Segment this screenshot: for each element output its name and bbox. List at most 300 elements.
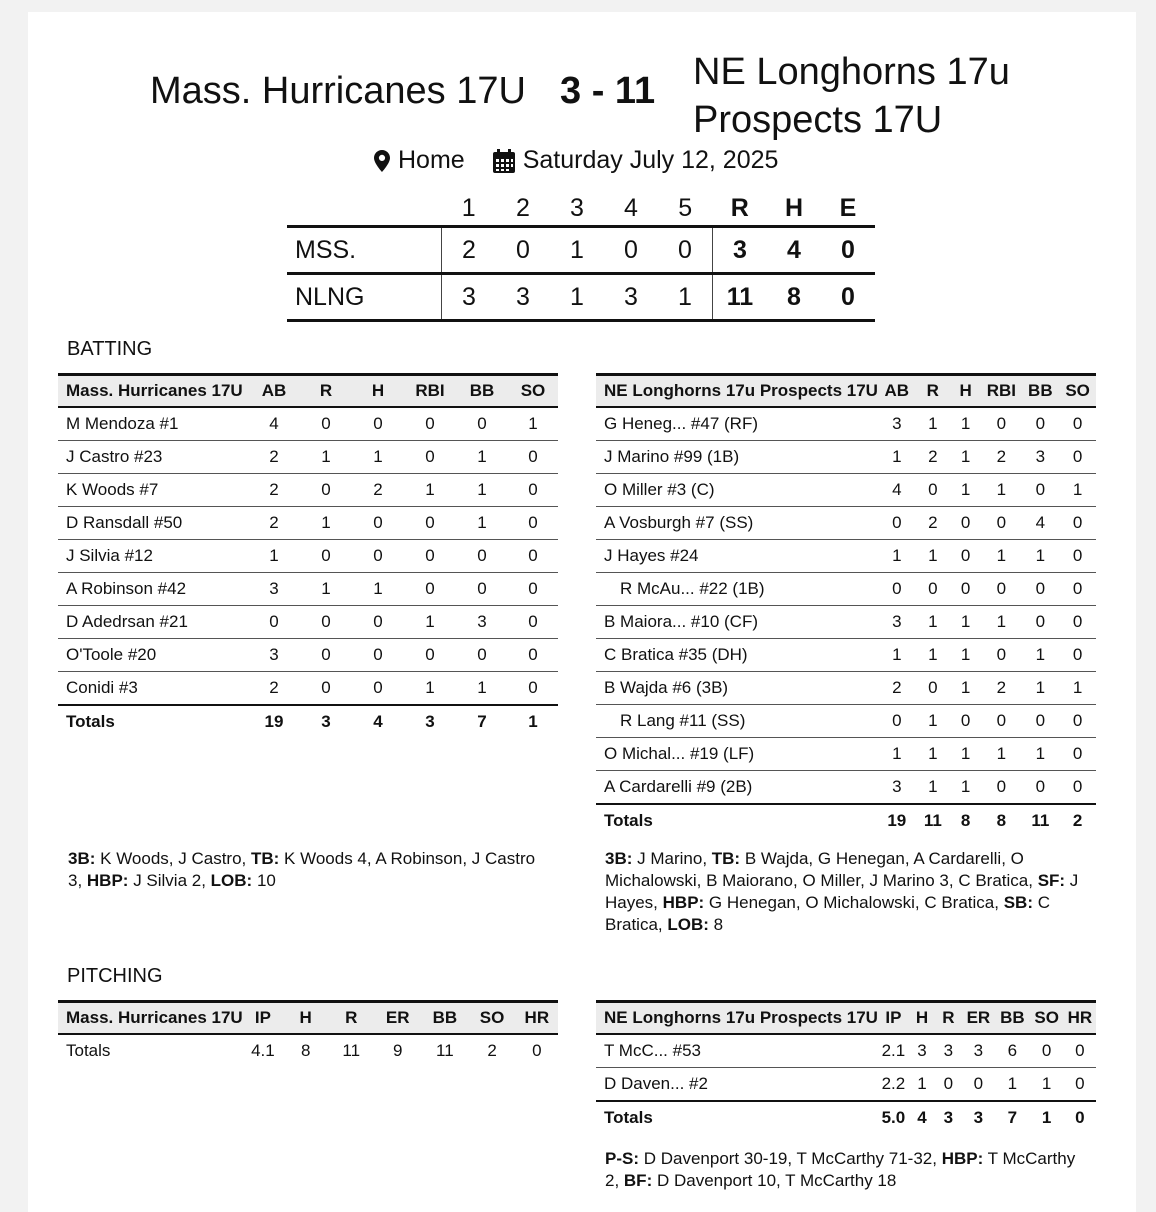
stat-header: HR: [516, 1002, 558, 1035]
stat-value: 0: [404, 507, 456, 540]
stat-value: 2: [878, 672, 916, 705]
stat-value: 1: [352, 441, 404, 474]
totals-value: 4: [909, 1101, 935, 1134]
stat-value: 1: [878, 540, 916, 573]
table-row: [596, 441, 1096, 474]
note-text: G Henegan, O Michalowski, C Bratica,: [704, 893, 1004, 912]
totals-value: 19: [248, 705, 300, 738]
table-row: [596, 1034, 1096, 1068]
note-label: 3B:: [68, 849, 96, 868]
stat-value: 0: [1021, 705, 1059, 738]
team-header: NE Longhorns 17u Prospects 17U: [596, 1002, 878, 1035]
stat-value: 0: [981, 639, 1021, 672]
stat-header: R: [300, 375, 352, 408]
stat-value: 0: [352, 639, 404, 672]
linescore-inning: 3: [442, 274, 497, 321]
player-name: G Heneg... #47 (RF): [596, 407, 878, 441]
linescore-inning: 0: [604, 227, 658, 274]
totals-label: Totals: [596, 804, 878, 837]
note-label: SB:: [1003, 893, 1033, 912]
stat-value: 0: [508, 573, 558, 606]
stat-value: 0: [950, 540, 981, 573]
stat-value: 0: [1059, 639, 1096, 672]
stat-value: 0: [950, 705, 981, 738]
stat-value: 1: [248, 540, 300, 573]
table-row: [596, 474, 1096, 507]
stat-value: 0: [1021, 474, 1059, 507]
stat-value: 0: [1059, 573, 1096, 606]
stat-value: 1: [300, 441, 352, 474]
stat-value: 0: [404, 540, 456, 573]
team-header: Mass. Hurricanes 17U: [58, 375, 248, 408]
stat-value: 3: [1021, 441, 1059, 474]
stat-value: 0: [352, 407, 404, 441]
totals-value: 8: [950, 804, 981, 837]
stat-value: 0: [352, 672, 404, 706]
stat-value: 1: [878, 639, 916, 672]
linescore-table: [287, 191, 875, 322]
stat-value: 1: [909, 1068, 935, 1102]
stat-value: 0: [508, 507, 558, 540]
stat-value: 1: [950, 738, 981, 771]
table-row: [596, 738, 1096, 771]
stat-value: 0: [950, 507, 981, 540]
stat-value: 0: [1059, 606, 1096, 639]
linescore-corner: [287, 191, 442, 227]
stat-header: SO: [508, 375, 558, 408]
map-pin-icon: [374, 150, 390, 172]
stat-header: HR: [1064, 1002, 1096, 1035]
linescore-inning: 1: [550, 227, 604, 274]
totals-value: 8: [981, 804, 1021, 837]
stat-value: 0: [916, 573, 950, 606]
stat-header: BB: [995, 1002, 1029, 1035]
linescore-inning: 3: [496, 274, 550, 321]
note-text: C Bratica,: [605, 893, 1050, 934]
stat-value: 0: [950, 573, 981, 606]
stat-value: 0: [1021, 407, 1059, 441]
totals-value: 11: [436, 1041, 454, 1060]
table-row: [58, 540, 558, 573]
stat-value: 3: [878, 407, 916, 441]
stat-value: 2.2: [878, 1068, 909, 1102]
stat-value: 0: [878, 507, 916, 540]
stat-value: 1: [916, 738, 950, 771]
note-text: J Silvia 2,: [128, 871, 211, 890]
linescore-col-header: 4: [604, 191, 658, 227]
totals-value: 1: [1030, 1101, 1064, 1134]
stat-value: 0: [300, 407, 352, 441]
batting-section-title: BATTING: [67, 338, 153, 360]
pitching-section-title: PITCHING: [67, 965, 163, 987]
totals-label: Totals: [58, 705, 248, 738]
stat-value: 1: [916, 407, 950, 441]
stat-value: 0: [404, 407, 456, 441]
stat-header: H: [909, 1002, 935, 1035]
note-label: P-S:: [605, 1149, 639, 1168]
stat-value: 3: [456, 606, 508, 639]
stat-header: SO: [1059, 375, 1096, 408]
stat-header: RBI: [981, 375, 1021, 408]
stat-value: 1: [950, 606, 981, 639]
stat-header: AB: [248, 375, 300, 408]
home-team-name: Mass. Hurricanes 17U: [150, 70, 526, 112]
stat-value: 4: [1021, 507, 1059, 540]
player-name: B Wajda #6 (3B): [596, 672, 878, 705]
stat-value: 0: [508, 474, 558, 507]
stat-value: 3: [248, 573, 300, 606]
player-name: B Maiora... #10 (CF): [596, 606, 878, 639]
linescore-errors: 0: [821, 274, 875, 321]
stat-value: 1: [1021, 738, 1059, 771]
totals-value: 2: [487, 1041, 497, 1060]
stat-value: 2.1: [878, 1034, 909, 1068]
stat-value: 0: [1059, 705, 1096, 738]
stat-value: 0: [508, 639, 558, 672]
player-name: J Silvia #12: [58, 540, 248, 573]
totals-value: 1: [508, 705, 558, 738]
stat-value: 1: [878, 738, 916, 771]
totals-value: 3: [404, 705, 456, 738]
note-label: HBP:: [662, 893, 705, 912]
player-name: K Woods #7: [58, 474, 248, 507]
away-team-name: [693, 48, 1010, 144]
linescore-inning: 0: [496, 227, 550, 274]
stat-value: 0: [300, 672, 352, 706]
stat-value: 1: [981, 540, 1021, 573]
stat-value: 0: [300, 540, 352, 573]
stat-header: H: [950, 375, 981, 408]
note-label: LOB:: [667, 915, 709, 934]
stat-value: 0: [1021, 771, 1059, 805]
stat-value: 1: [916, 540, 950, 573]
pitching-table-home: [58, 1000, 558, 1067]
stat-value: 0: [456, 407, 508, 441]
linescore-inning: 1: [550, 274, 604, 321]
stat-header: IP: [878, 1002, 909, 1035]
stat-value: 0: [981, 771, 1021, 805]
stat-value: 0: [352, 606, 404, 639]
stat-value: 0: [1059, 507, 1096, 540]
stat-value: 0: [508, 606, 558, 639]
table-header-row: [596, 375, 1096, 408]
table-row: [596, 1068, 1096, 1102]
stat-value: 1: [300, 573, 352, 606]
stat-header: SO: [1030, 1002, 1064, 1035]
batting-table-home: [58, 373, 558, 738]
note-text: 10: [252, 871, 276, 890]
stat-header: R: [935, 1002, 961, 1035]
stat-value: 1: [916, 705, 950, 738]
stat-value: 2: [981, 672, 1021, 705]
player-name: M Mendoza #1: [58, 407, 248, 441]
stat-value: 0: [248, 606, 300, 639]
note-text: D Davenport 30-19, T McCarthy 71-32,: [639, 1149, 942, 1168]
team-header: Mass. Hurricanes 17U: [58, 1002, 243, 1035]
linescore-inning: 0: [658, 227, 713, 274]
stat-value: 4: [248, 407, 300, 441]
player-name: J Castro #23: [58, 441, 248, 474]
note-text: K Woods, J Castro,: [95, 849, 251, 868]
stat-value: 1: [1030, 1068, 1064, 1102]
totals-value: 8: [300, 1041, 311, 1060]
stat-value: 1: [878, 441, 916, 474]
totals-value: 11: [342, 1041, 361, 1060]
player-name: A Cardarelli #9 (2B): [596, 771, 878, 805]
away-team-line-2: Prospects 17U: [693, 99, 943, 141]
stat-value: 2: [248, 474, 300, 507]
linescore-team: NLNG: [287, 274, 442, 321]
player-name: D Daven... #2: [596, 1068, 878, 1102]
team-header: NE Longhorns 17u Prospects 17U: [596, 375, 878, 408]
linescore-runs: 3: [713, 227, 768, 274]
totals-value: 0: [1064, 1101, 1096, 1134]
stat-value: 0: [404, 441, 456, 474]
linescore-col-header: 2: [496, 191, 550, 227]
totals-value: 4: [352, 705, 404, 738]
stat-value: 0: [916, 474, 950, 507]
stat-value: 0: [1059, 540, 1096, 573]
stat-value: 3: [878, 771, 916, 805]
pitching-table-away: [596, 1000, 1096, 1134]
stat-value: 1: [456, 441, 508, 474]
linescore-col-header: E: [821, 191, 875, 227]
player-name: R Lang #11 (SS): [596, 705, 878, 738]
stat-value: 1: [1021, 672, 1059, 705]
stat-value: 1: [1021, 540, 1059, 573]
note-label: TB:: [250, 849, 280, 868]
stat-value: 1: [950, 771, 981, 805]
stat-value: 1: [995, 1068, 1029, 1102]
linescore-row: [287, 274, 875, 321]
stat-value: 1: [981, 474, 1021, 507]
stat-value: 0: [878, 705, 916, 738]
stat-value: 1: [1021, 639, 1059, 672]
table-row: [58, 474, 558, 507]
stat-value: 0: [1059, 441, 1096, 474]
table-row: [596, 573, 1096, 606]
player-name: O'Toole #20: [58, 639, 248, 672]
player-name: J Hayes #24: [596, 540, 878, 573]
table-row: [596, 705, 1096, 738]
stat-value: 2: [248, 441, 300, 474]
table-row: [596, 540, 1096, 573]
stat-value: 2: [248, 507, 300, 540]
stat-value: 2: [352, 474, 404, 507]
stat-value: 0: [300, 639, 352, 672]
player-name: R McAu... #22 (1B): [596, 573, 878, 606]
table-row: [58, 407, 558, 441]
table-row: [58, 507, 558, 540]
stat-header: R: [328, 1002, 374, 1035]
note-label: HBP:: [941, 1149, 984, 1168]
stat-value: 0: [352, 507, 404, 540]
stat-value: 0: [456, 639, 508, 672]
table-row: [58, 441, 558, 474]
stat-header: IP: [243, 1002, 283, 1035]
stat-value: 0: [300, 606, 352, 639]
linescore-team: MSS.: [287, 227, 442, 274]
stat-value: 4: [878, 474, 916, 507]
totals-value: 4.1: [251, 1041, 275, 1060]
stat-value: 6: [995, 1034, 1029, 1068]
stat-value: 0: [352, 540, 404, 573]
linescore-inning: 2: [442, 227, 497, 274]
linescore-col-header: H: [767, 191, 821, 227]
stat-header: R: [916, 375, 950, 408]
player-name: C Bratica #35 (DH): [596, 639, 878, 672]
stat-header: BB: [421, 1002, 468, 1035]
stat-value: 1: [300, 507, 352, 540]
player-name: D Adedrsan #21: [58, 606, 248, 639]
player-name: A Robinson #42: [58, 573, 248, 606]
note-text: B Wajda, G Henegan, A Cardarelli, O Michalowski, B Maiorano, O Miller, J Marino 3, C Bratica,: [605, 849, 1038, 890]
linescore-runs: 11: [713, 274, 768, 321]
stat-value: 0: [1021, 573, 1059, 606]
stat-value: 0: [916, 672, 950, 705]
player-name: J Marino #99 (1B): [596, 441, 878, 474]
stat-value: 0: [1059, 771, 1096, 805]
stat-value: 0: [935, 1068, 961, 1102]
linescore-col-header: 3: [550, 191, 604, 227]
pitching-notes-away: [605, 1148, 1085, 1192]
stat-value: 1: [950, 407, 981, 441]
totals-label: Totals: [596, 1101, 878, 1134]
note-text: T McCarthy 2,: [605, 1149, 1076, 1190]
stat-value: 0: [1021, 606, 1059, 639]
totals-value: 7: [995, 1101, 1029, 1134]
linescore-row: [287, 227, 875, 274]
stat-value: 3: [909, 1034, 935, 1068]
stat-value: 1: [950, 441, 981, 474]
stat-value: 0: [878, 573, 916, 606]
stat-value: 1: [352, 573, 404, 606]
table-row: [596, 407, 1096, 441]
stat-value: 3: [878, 606, 916, 639]
totals-value: 11: [916, 804, 950, 837]
stat-value: 0: [1059, 407, 1096, 441]
stat-value: 2: [916, 441, 950, 474]
table-row: [596, 606, 1096, 639]
location-text: Home: [398, 146, 465, 174]
stat-value: 1: [508, 407, 558, 441]
stat-value: 1: [456, 474, 508, 507]
totals-value: 9: [392, 1041, 403, 1060]
stat-value: 1: [950, 474, 981, 507]
note-label: 3B:: [605, 849, 633, 868]
totals-label: Totals: [66, 1041, 111, 1060]
stat-value: 2: [981, 441, 1021, 474]
note-label: TB:: [711, 849, 741, 868]
batting-notes-away: [605, 848, 1105, 936]
note-label: BF:: [623, 1171, 653, 1190]
table-row: [596, 639, 1096, 672]
stat-value: 2: [248, 672, 300, 706]
totals-row: [58, 705, 558, 738]
stat-value: 0: [981, 507, 1021, 540]
stat-value: 0: [1064, 1034, 1096, 1068]
totals-value: 2: [1059, 804, 1096, 837]
stat-value: 0: [1064, 1068, 1096, 1102]
stat-value: 1: [916, 771, 950, 805]
player-name: A Vosburgh #7 (SS): [596, 507, 878, 540]
table-row: [58, 639, 558, 672]
player-name: D Ransdall #50: [58, 507, 248, 540]
table-row: [58, 573, 558, 606]
totals-value: 11: [1021, 804, 1059, 837]
player-name: O Miller #3 (C): [596, 474, 878, 507]
batting-notes-home: [68, 848, 548, 892]
game-date: Saturday July 12, 2025: [522, 146, 779, 174]
stat-value: 0: [981, 407, 1021, 441]
totals-value: 3: [962, 1101, 996, 1134]
stat-value: 0: [962, 1068, 996, 1102]
linescore-inning: 3: [604, 274, 658, 321]
stat-value: 3: [248, 639, 300, 672]
note-text: J Hayes,: [605, 871, 1079, 912]
stat-value: 1: [981, 606, 1021, 639]
stat-value: 0: [456, 540, 508, 573]
stat-value: 0: [456, 573, 508, 606]
table-row: [596, 507, 1096, 540]
stat-header: RBI: [404, 375, 456, 408]
totals-value: 7: [456, 705, 508, 738]
table-header-row: [58, 375, 558, 408]
stat-value: 3: [935, 1034, 961, 1068]
stat-header: BB: [456, 375, 508, 408]
totals-value: 3: [300, 705, 352, 738]
totals-value: 19: [878, 804, 916, 837]
linescore-col-header: R: [713, 191, 768, 227]
stat-value: 1: [1059, 474, 1096, 507]
note-label: SF:: [1037, 871, 1066, 890]
note-text: 8: [708, 915, 724, 934]
stat-value: 1: [950, 672, 981, 705]
stat-value: 1: [950, 639, 981, 672]
note-text: J Marino,: [632, 849, 712, 868]
table-header-row: [596, 1002, 1096, 1035]
stat-value: 1: [404, 672, 456, 706]
stat-value: 0: [508, 441, 558, 474]
calendar-icon: [493, 149, 515, 173]
linescore-hits: 4: [767, 227, 821, 274]
stat-value: 2: [916, 507, 950, 540]
stat-header: SO: [468, 1002, 515, 1035]
linescore-hits: 8: [767, 274, 821, 321]
stat-value: 1: [456, 507, 508, 540]
table-row: [596, 672, 1096, 705]
game-meta: [374, 146, 778, 175]
stat-value: 1: [916, 639, 950, 672]
linescore-col-header: 1: [442, 191, 497, 227]
totals-value: 3: [935, 1101, 961, 1134]
stat-header: H: [283, 1002, 328, 1035]
stat-value: 1: [1059, 672, 1096, 705]
linescore-errors: 0: [821, 227, 875, 274]
stat-value: 1: [404, 474, 456, 507]
note-text: D Davenport 10, T McCarthy 18: [652, 1171, 897, 1190]
stat-value: 0: [508, 672, 558, 706]
stat-header: ER: [962, 1002, 996, 1035]
stat-value: 0: [404, 573, 456, 606]
stat-value: 0: [300, 474, 352, 507]
stat-value: 0: [1059, 738, 1096, 771]
linescore-inning: 1: [658, 274, 713, 321]
stat-value: 0: [404, 639, 456, 672]
stat-value: 0: [981, 705, 1021, 738]
table-row: [58, 606, 558, 639]
final-score: 3 - 11: [560, 70, 656, 112]
